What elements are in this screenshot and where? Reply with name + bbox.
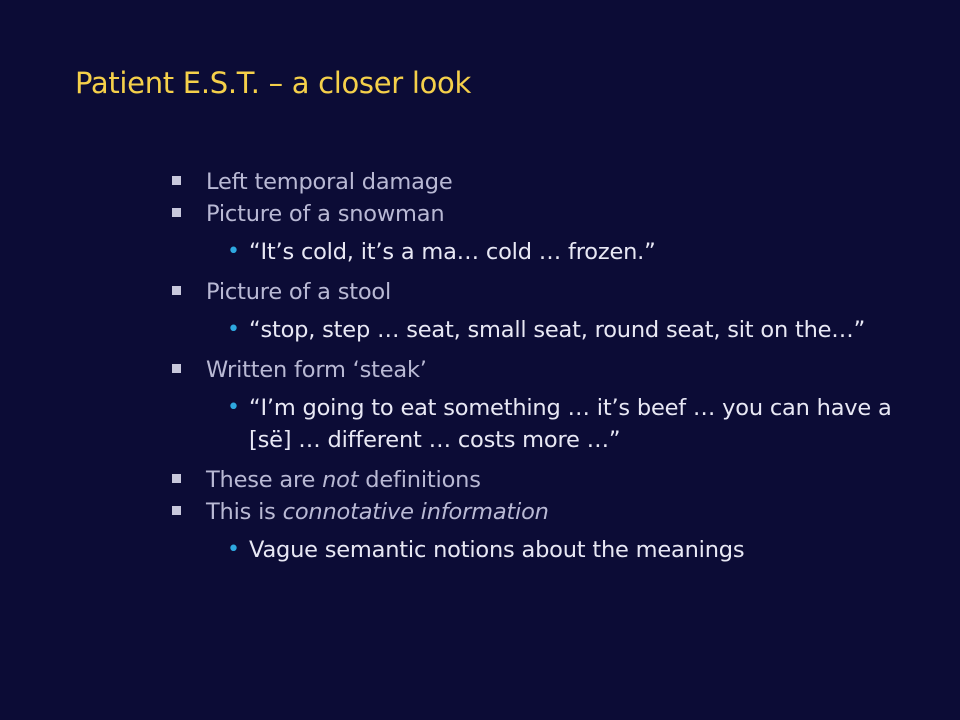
bullet-list [172, 166, 912, 566]
bullet-text [206, 467, 481, 493]
text-segment: definitions [358, 467, 481, 493]
slide-title: Patient E.S.T. – a closer look [75, 66, 471, 100]
bullet-text: Written form ‘steak’ [206, 357, 427, 383]
sub-bullet-snowman-quote [172, 236, 912, 268]
bullet-text: Picture of a stool [206, 279, 392, 305]
square-bullet-icon [172, 286, 181, 295]
round-bullet-icon: • [227, 395, 240, 420]
round-bullet-icon: • [227, 317, 240, 342]
bullet-item-steak [172, 354, 912, 386]
square-bullet-icon [172, 474, 181, 483]
round-bullet-icon: • [227, 239, 240, 264]
round-bullet-icon: • [227, 537, 240, 562]
bullet-text: Picture of a snowman [206, 201, 445, 227]
sub-bullet-text: Vague semantic notions about the meanings [249, 537, 745, 563]
square-bullet-icon [172, 208, 181, 217]
bullet-item-stool [172, 276, 912, 308]
bullet-item-snowman [172, 198, 912, 230]
sub-bullet-steak-quote [172, 392, 912, 456]
quote-text: “I’m going to eat something … it’s beef … you can have a [së] … different … costs more …” [249, 395, 892, 453]
bullet-text: Left temporal damage [206, 169, 453, 195]
bullet-item-connotative [172, 496, 912, 528]
emphasis-text: connotative information [282, 499, 549, 525]
bullet-item-not-definitions [172, 464, 912, 496]
emphasis-text: not [322, 467, 359, 493]
square-bullet-icon [172, 176, 181, 185]
square-bullet-icon [172, 506, 181, 515]
sub-bullet-semantic-notions [172, 534, 912, 566]
quote-text: “It’s cold, it’s a ma… cold … frozen.” [249, 239, 656, 265]
text-segment: This is [206, 499, 283, 525]
quote-text: “stop, step … seat, small seat, round seat, sit on the…” [249, 317, 866, 343]
bullet-text [206, 499, 549, 525]
text-segment: These are [206, 467, 323, 493]
square-bullet-icon [172, 364, 181, 373]
sub-bullet-stool-quote [172, 314, 912, 346]
bullet-item-left-temporal-damage [172, 166, 912, 198]
